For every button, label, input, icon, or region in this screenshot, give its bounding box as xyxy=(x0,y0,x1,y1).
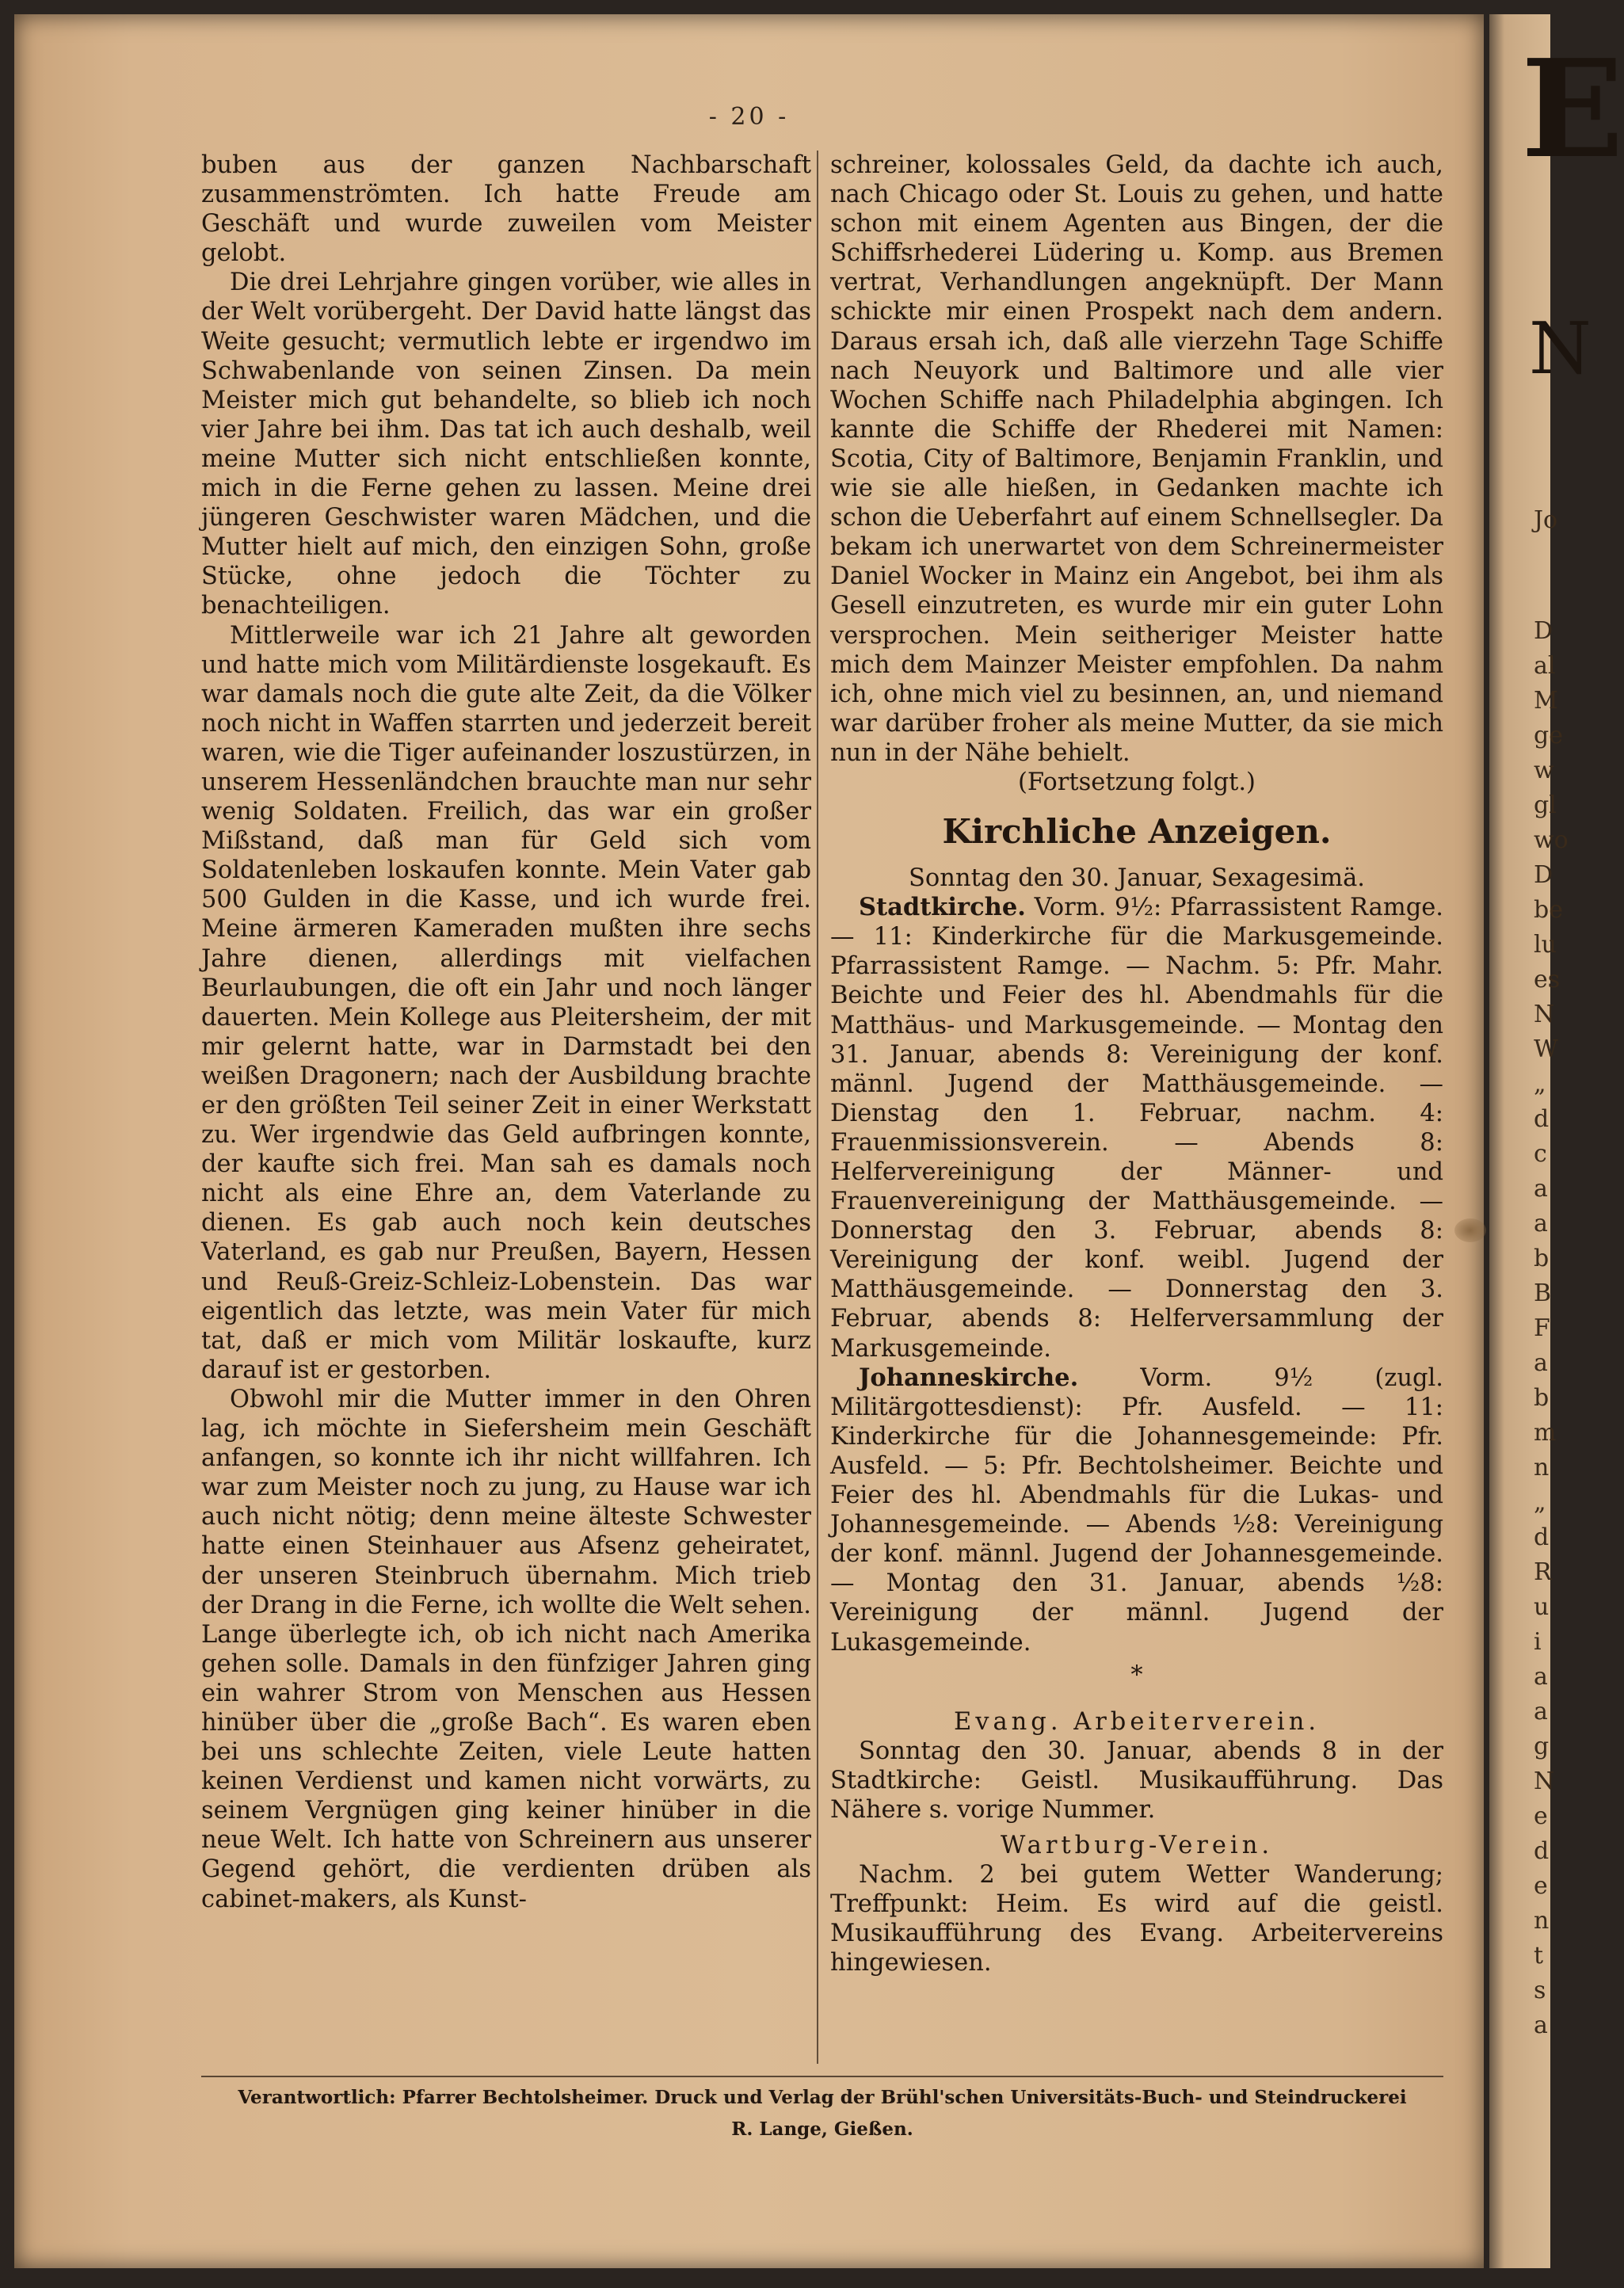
arbeiterverein-title: Evang. Arbeiterverein. xyxy=(953,1707,1321,1736)
adjacent-page-fragment: d xyxy=(1534,1105,1550,1133)
column-divider xyxy=(817,151,818,2064)
adjacent-page-fragment: D xyxy=(1534,617,1553,645)
story-column-left xyxy=(201,151,811,1914)
imprint-line-2: R. Lange, Gießen. xyxy=(731,2118,913,2140)
adjacent-page-fragment: „ xyxy=(1534,1489,1546,1516)
story-paragraph: Mittlerweile war ich 21 Jahre alt geworden und hatte mich vom Militärdienste losgekauft. Es war damals noch die gute alte Zeit, da die Völker noch nicht in Waffen starrten und jederzeit bereit waren, wie die Tiger aufeinander loszustürzen, in unserem Hessenländchen brauchte man nur sehr wenig Soldaten. Freilich, das war ein großer Mißstand, daß man für Geld sich vom Soldatenleben loskaufen konnte. Mein Vater gab 500 Gulden in die Kasse, und ich wurde frei. Meine ärmeren Kameraden mußten ihre sechs Jahre dienen, allerdings mit vielfachen Beurlaubungen, die oft ein Jahr und noch länger dauerten. Mein Kollege aus Pleitersheim, der mit mir gelernt hatte, war in Darmstadt bei den weißen Dragonern; nach der Ausbildung brachte er den größten Teil seiner Zeit in einer Werkstatt zu. Wer irgendwie das Geld aufbringen konnte, der kaufte sich frei. Man sah es damals noch nicht als eine Ehre an, dem Vaterlande zu dienen. Es gab auch noch kein deutsches Vaterland, es gab nur Preußen, Bayern, Hessen und Reuß-Greiz-Schleiz-Lobenstein. Das war eigentlich das letzte, was mein Vater für mich tat, daß er mich vom Militär loskaufte, kurz darauf ist er gestorben. xyxy=(201,621,811,1384)
adjacent-page-fragment: „ xyxy=(1534,1070,1546,1098)
adjacent-page-fragment: t xyxy=(1534,1942,1544,1970)
adjacent-page-fragment: e xyxy=(1534,1872,1548,1900)
story-column-right xyxy=(830,151,1443,1978)
adjacent-page-fragment: b xyxy=(1534,1245,1550,1272)
adjacent-page-fragment: i xyxy=(1534,1628,1542,1656)
stadtkirche-text: Vorm. 9½: Pfarrassistent Ramge. — 11: Kinderkirche für die Markusgemeinde. Pfarrassistent Ramge. — Nachm. 5: Pfr. Mahr. Beichte und Feier des hl. Abendmahls für die Matthäus- und Markusgemeinde. — Montag den 31. Januar, abends 8: Vereinigung der konf. männl. Jugend der Matthäusgemeinde. — Dienstag den 1. Februar, nachm. 4: Frauenmissionsverein. — Abends 8: Helfervereinigung der Männer- und Frauenvereinigung der Matthäusgemeinde. — Donnerstag den 3. Februar, abends 8: Vereinigung der konf. weibl. Jugend der Matthäusgemeinde. — Donnerstag den 3. Februar, abends 8: Helferversammlung der Markusgemeinde. xyxy=(830,894,1443,1363)
adjacent-page-fragment: c xyxy=(1534,1140,1547,1168)
wartburg-text: Nachm. 2 bei gutem Wetter Wanderung; Treffpunkt: Heim. Es wird auf die geistl. Musikaufführung des Evang. Arbeitervereins hingewiesen. xyxy=(830,1861,1443,1977)
story-paragraph: Obwohl mir die Mutter immer in den Ohren lag, ich möchte in Siefersheim mein Geschäft anfangen, so konnte ich ihr nicht willfahren. Ich war zum Meister noch zu jung, zu Hause war ich auch nicht nötig; denn meine älteste Schwester hatte einen Steinhauer aus Afsenz geheiratet, der unseren Steinbruch übernahm. Mich trieb der Drang in die Ferne, ich wollte die Welt sehen. Lange überlegte ich, ob ich nicht nach Amerika gehen solle. Damals in den fünfziger Jahren ging ein wahrer Strom von Menschen aus Hessen hinüber über die „große Bach“. Es waren eben bei uns schlechte Zeiten, viele Leute hatten keinen Verdienst und kamen nicht vorwärts, zu seinem Vergnügen ging keiner hinüber in die neue Welt. Ich hatte von Schreinern aus unserer Gegend gehört, die verdienten drüben als cabinet-makers, als Kunst- xyxy=(201,1385,811,1913)
adjacent-page-fragment: a xyxy=(1534,1698,1548,1726)
adjacent-page-fragment: s xyxy=(1534,1977,1546,2004)
adjacent-page-fragment: e xyxy=(1534,1802,1548,1830)
adjacent-page-fragment: R xyxy=(1534,1558,1552,1586)
adjacent-page-fragment: a xyxy=(1534,1210,1548,1237)
adjacent-page-fragment: a xyxy=(1534,1175,1548,1203)
adjacent-page-fragment: a xyxy=(1534,2012,1548,2039)
separator-asterisk: * xyxy=(1130,1661,1143,1689)
adjacent-page-fragment: u xyxy=(1534,1593,1550,1621)
adjacent-page-fragment: N xyxy=(1534,1767,1555,1795)
adjacent-page-fragment: ge xyxy=(1534,722,1563,749)
stadtkirche-entry xyxy=(830,893,1443,1363)
adjacent-page-fragment: n xyxy=(1534,1454,1550,1481)
adjacent-page-fragment: F xyxy=(1534,1314,1550,1342)
stadtkirche-label: Stadtkirche. xyxy=(859,893,1026,922)
adjacent-page-fragment: gl xyxy=(1534,791,1557,819)
imprint-line-1: Verantwortlich: Pfarrer Bechtolsheimer. Druck und Verlag der Brühl'schen Universitäts-Buch- und Steindruckerei xyxy=(238,2087,1407,2108)
johanneskirche-text: Vorm. 9½ (zugl. Militärgottesdienst): Pfr. Ausfeld. — 11: Kinderkirche für die Johannesgemeinde: Pfr. Ausfeld. — 5: Pfr. Bechtolsheimer. Beichte und Feier des hl. Abendmahls für die Lukas- und Johannesgemeinde. — Abends ½8: Vereinigung der konf. männl. Jugend der Johannesgemeinde. — Montag den 31. Januar, abends ½8: Vereinigung der männl. Jugend der Lukasgemeinde. xyxy=(830,1363,1443,1657)
footer-rule xyxy=(201,2076,1443,2077)
adjacent-page-fragment: wo xyxy=(1534,826,1569,854)
newspaper-page xyxy=(14,14,1484,2268)
adjacent-page-big-letter: E xyxy=(1521,30,1624,189)
adjacent-page-fragment: lu xyxy=(1534,931,1557,959)
adjacent-page-fragment: d xyxy=(1534,1523,1550,1551)
adjacent-page-fragment: d xyxy=(1534,1837,1550,1865)
adjacent-page-fragment: D xyxy=(1534,861,1553,889)
story-paragraph: Die drei Lehrjahre gingen vorüber, wie alles in der Welt vorübergeht. Der David hatte längst das Weite gesucht; vermutlich lebte er irgendwo im Schwabenlande von seinen Zinsen. Da mein Meister mich gut behandelte, so blieb ich noch vier Jahre bei ihm. Das tat ich auch deshalb, weil meine Mutter sich nicht entschließen konnte, mich in die Ferne gehen zu lassen. Meine drei jüngeren Geschwister waren Mädchen, und die Mutter hielt auf mich, den einzigen Sohn, große Stücke, ohne jedoch die Töchter zu benachteiligen. xyxy=(201,269,811,620)
adjacent-page-fragment: be xyxy=(1534,896,1563,924)
adjacent-page-fragment: w xyxy=(1534,757,1554,784)
adjacent-page-fragment: m xyxy=(1534,1419,1557,1447)
adjacent-page-fragment: g xyxy=(1534,1733,1550,1760)
adjacent-page-mid-letter: N xyxy=(1529,307,1592,391)
johanneskirche-entry xyxy=(830,1363,1443,1657)
johanneskirche-label: Johanneskirche. xyxy=(859,1363,1079,1392)
adjacent-page-fragment: M xyxy=(1534,687,1558,715)
adjacent-page-fragment: a xyxy=(1534,1349,1548,1377)
adjacent-page-fragment: B xyxy=(1534,1279,1552,1307)
adjacent-page-fragment: n xyxy=(1534,1907,1550,1935)
announcements-date: Sonntag den 30. Januar, Sexagesimä. xyxy=(909,864,1365,893)
adjacent-page-fragment: es xyxy=(1534,966,1561,993)
adjacent-page-fragment: al xyxy=(1534,652,1556,680)
adjacent-page-fragment: a xyxy=(1534,1663,1548,1691)
imprint-footer xyxy=(201,2082,1443,2145)
paper-stain xyxy=(1454,1218,1486,1242)
announcements-heading: Kirchliche Anzeigen. xyxy=(942,812,1332,852)
adjacent-page-fragment: Jo xyxy=(1534,506,1558,534)
story-paragraph: schreiner, kolossales Geld, da dachte ich auch, nach Chicago oder St. Louis zu gehen, und hatte schon mit einem Agenten aus Bingen, der die Schiffsrhederei Lüdering u. Komp. aus Bremen vertrat, Verhandlungen angeknüpft. Der Mann schickte mir einen Prospekt nach dem andern. Daraus ersah ich, daß alle vierzehn Tage Schiffe nach Neuyork und Baltimore und alle vier Wochen Schiffe nach Philadelphia abgingen. Ich kannte die Schiffe der Rhederei mit Namen: Scotia, City of Baltimore, Benjamin Franklin, und wie sie alle hießen, in Gedanken machte ich schon die Ueberfahrt auf einem Schnellsegler. Da bekam ich unerwartet von dem Schreinermeister Daniel Wocker in Mainz ein Angebot, bei ihm als Gesell einzutreten, es wurde mir ein guter Lohn versprochen. Mein seitheriger Meister hatte mich dem Mainzer Meister empfohlen. Da nahm ich, ohne mich viel zu besinnen, an, und niemand war darüber froher als meine Mutter, da sie mich nun in der Nähe behielt. xyxy=(830,151,1443,767)
adjacent-page-edge xyxy=(1489,14,1624,2268)
page-number: - 20 - xyxy=(708,103,790,131)
adjacent-page-fragment: N xyxy=(1534,1001,1555,1028)
wartburg-title: Wartburg-Verein. xyxy=(1000,1832,1274,1860)
adjacent-page-fragment: b xyxy=(1534,1384,1550,1412)
story-paragraph: buben aus der ganzen Nachbarschaft zusammenströmten. Ich hatte Freude am Geschäft und wurde zuweilen vom Meister gelobt. xyxy=(201,151,811,268)
continuation-note: (Fortsetzung folgt.) xyxy=(1018,768,1256,796)
arbeiterverein-text: Sonntag den 30. Januar, abends 8 in der Stadtkirche: Geistl. Musikaufführung. Das Nähere s. vorige Nummer. xyxy=(830,1737,1443,1824)
adjacent-page-fragment: W xyxy=(1534,1035,1558,1063)
